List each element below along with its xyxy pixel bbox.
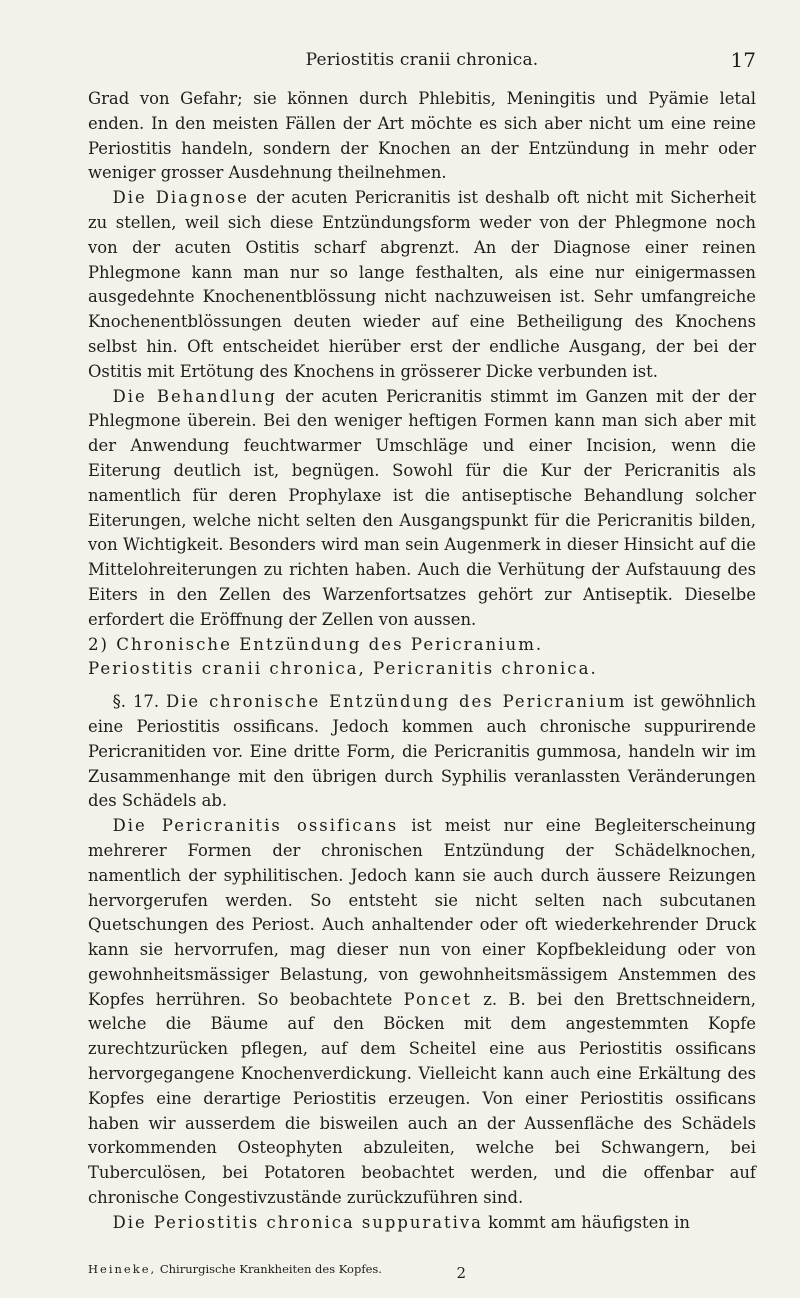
running-head bbox=[88, 50, 756, 74]
paragraph-text: ist meist nur eine Begleiterscheinung mehrerer Formen der chronischen Entzündung der Schädelknochen, namentlich der syphilitischen. Jedoch kann sie auch durch äussere Reizungen hervorgerufen werden. So entsteht sie nicht selten nach subcutanen Quetschungen des Periost. Auch anhaltender oder oft wiederkehrender Druck kann sie hervorrufen, mag dieser nun von einer Kopfbekleidung oder von gewohnheitsmässiger Belastung, von gewohnheitsmässigem Anstemmen des Kopfes herrühren. So beobachtete bbox=[88, 816, 757, 1009]
paragraph-lead: Die Diagnose bbox=[112, 188, 249, 208]
body-text bbox=[88, 87, 756, 1236]
running-title: Periostitis cranii chronica. bbox=[305, 50, 539, 70]
section-heading: 2) Chronische Entzündung des Pericranium. bbox=[88, 634, 544, 654]
paragraph-lead: Die chronische Entzündung des Pericranium bbox=[166, 692, 627, 712]
paragraph-lead: Die Periostitis chronica suppurativa bbox=[112, 1212, 483, 1232]
paragraph-lead: Die Pericranitis ossificans bbox=[112, 816, 399, 836]
paragraph-suppurativa bbox=[88, 1211, 756, 1236]
paragraph-text: kommt am häufigsten in bbox=[482, 1212, 690, 1232]
paragraph-ossificans bbox=[88, 814, 756, 1211]
paragraph-diagnose bbox=[88, 186, 756, 384]
signature-mark: 2 bbox=[456, 1264, 466, 1282]
section-subheading: Periostitis cranii chronica, Pericranitis chronica. bbox=[88, 659, 598, 679]
paragraph-text: Grad von Gefahr; sie können durch Phlebitis, Meningitis und Pyämie letal enden. In den meisten Fällen der Art möchte es sich aber nicht um eine reine Periostitis handeln, sondern der Knochen an der Entzündung in mehr oder weniger grosser Ausdehnung theilnehmen. bbox=[88, 89, 756, 183]
paragraph-section-17 bbox=[88, 690, 756, 814]
footer bbox=[88, 1262, 756, 1282]
paragraph-text: z. B. bei den Brettschneidern, welche die Bäume auf den Böcken mit dem angestemmten Kopfe zurechtzurücken pflegen, auf dem Scheitel eine aus Periostitis ossificans hervorgegangene Knochenverdickung. Vielleicht kann auch eine Erkältung des Kopfes eine derartige Periostitis erzeugen. Von einer Periostitis ossificans haben wir ausserdem die bisweilen auch an der Aussenfläche des Schädels vorkommenden Osteophyten abzuleiten, welche bei Schwangern, bei Tuberculösen, bei Potatoren beobachtet werden, und die offenbar auf chronische Congestivzustände zurückzuführen sind. bbox=[88, 989, 756, 1208]
section-number: §. 17. bbox=[112, 692, 160, 712]
paragraph-text: ist gewöhnlich eine Periostitis ossificans. Jedoch kommen auch chronische suppurirende Pericranitiden vor. Eine dritte Form, die Pericranitis gummosa, handeln wir im Zusammenhange mit den übrigen durch Syphilis veranlassten Veränderungen des Schädels ab. bbox=[88, 692, 756, 811]
footer-author: Heineke, bbox=[88, 1262, 157, 1276]
author-name: Poncet bbox=[403, 989, 472, 1009]
paragraph-text: der acuten Pericranitis stimmt im Ganzen mit der der Phlegmone überein. Bei den weniger heftigen Formen kann man sich aber mit der Anwendung feuchtwarmer Umschläge und einer Incision, wenn die Eiterung deutlich ist, begnügen. Sowohl für die Kur der Pericranitis als namentlich für deren Prophylaxe ist die antiseptische Behandlung solcher Eiterungen, welche nicht selten den Ausgangspunkt für die Pericranitis bilden, von Wichtigkeit. Besonders wird man sein Augenmerk in dieser Hinsicht auf die Mittelohreiterungen zu richten haben. Auch die Verhütung der Aufstauung des Eiters in den Zellen des Warzenfortsatzes gehört zur Antiseptik. Dieselbe erfordert die Eröffnung der Zellen von aussen. bbox=[88, 386, 756, 629]
footer-book-title: Chirurgische Krankheiten des Kopfes. bbox=[159, 1262, 382, 1276]
paragraph-lead: Die Behandlung bbox=[112, 386, 277, 406]
page-number: 17 bbox=[730, 48, 756, 72]
paragraph-behandlung bbox=[88, 385, 756, 633]
paragraph bbox=[88, 87, 756, 186]
paragraph-text: der acuten Pericranitis ist deshalb oft nicht mit Sicherheit zu stellen, weil sich diese Entzündungsform weder von der Phlegmone noch von der acuten Ostitis scharf abgrenzt. An der Diagnose einer reinen Phlegmone kann man nur so lange festhalten, als eine nur einigermassen ausgedehnte Knochenentblössung nicht nachzuweisen ist. Sehr umfangreiche Knochenentblössungen deuten wieder auf eine Betheiligung des Knochens selbst hin. Oft entscheidet hierüber erst der endliche Ausgang, der bei der Ostitis mit Ertötung des Knochens in grösserer Dicke verbunden ist. bbox=[88, 188, 756, 381]
